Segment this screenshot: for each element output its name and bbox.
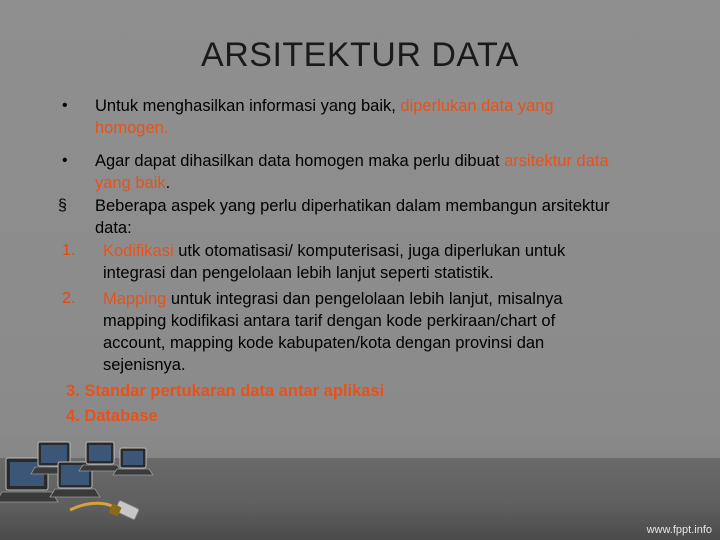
text-line [66, 405, 158, 427]
laptop-icon [79, 442, 121, 471]
text-line [103, 262, 565, 284]
highlight-segment: 4. Database [66, 407, 158, 425]
bullet-marker: • [62, 152, 68, 169]
text-line [103, 354, 563, 376]
text-segment: mapping kodifikasi antara tarif dengan kode perkiraan/chart of [103, 312, 556, 330]
text-segment: untuk integrasi dan pengelolaan lebih lanjut, misalnya [166, 290, 563, 308]
text-line [95, 95, 554, 117]
highlight-segment: arsitektur data [504, 152, 609, 170]
text-line [95, 172, 609, 194]
usb-cable-icon [70, 500, 140, 520]
bullet-text [103, 288, 563, 376]
text-segment: sejenisnya. [103, 356, 186, 374]
text-line [95, 195, 610, 217]
bullet-marker: 1. [62, 242, 76, 259]
bullet-text [103, 240, 565, 284]
text-line [103, 310, 563, 332]
bullet-text [66, 405, 158, 427]
highlight-segment: homogen. [95, 119, 169, 137]
highlight-segment: Kodifikasi [103, 242, 174, 260]
slide-title: ARSITEKTUR DATA [201, 36, 519, 74]
text-line [103, 288, 563, 310]
highlight-segment: 3. Standar pertukaran data antar aplikasi [66, 382, 385, 400]
bullet-text [95, 150, 609, 194]
text-segment: account, mapping kode kabupaten/kota dengan provinsi dan [103, 334, 545, 352]
text-segment: utk otomatisasi/ komputerisasi, juga diperlukan untuk [173, 242, 566, 260]
text-segment: Beberapa aspek yang perlu diperhatikan dalam membangun arsitektur [95, 197, 610, 215]
highlight-segment: Mapping [103, 290, 167, 308]
bullet-marker: 2. [62, 290, 76, 307]
watermark-text: www.fppt.info [646, 524, 712, 536]
laptops-illustration [0, 440, 200, 530]
text-line [95, 217, 610, 239]
text-segment: integrasi dan pengelolaan lebih lanjut seperti statistik. [103, 264, 494, 282]
highlight-segment: yang baik [95, 174, 166, 192]
bullet-text [95, 195, 610, 239]
text-segment: data: [95, 219, 132, 237]
text-line [103, 240, 565, 262]
bullet-marker: § [58, 197, 67, 214]
text-line [103, 332, 563, 354]
text-segment: . [165, 174, 171, 192]
highlight-segment: diperlukan data yang [400, 97, 554, 115]
bullet-text [95, 95, 554, 139]
text-line [95, 150, 609, 172]
text-line [95, 117, 554, 139]
bullet-marker: • [62, 97, 68, 114]
bullet-text [66, 380, 384, 402]
text-segment: Untuk menghasilkan informasi yang baik, [95, 97, 401, 115]
text-line [66, 380, 384, 402]
laptop-icon [113, 448, 153, 475]
text-segment: Agar dapat dihasilkan data homogen maka perlu dibuat [95, 152, 505, 170]
